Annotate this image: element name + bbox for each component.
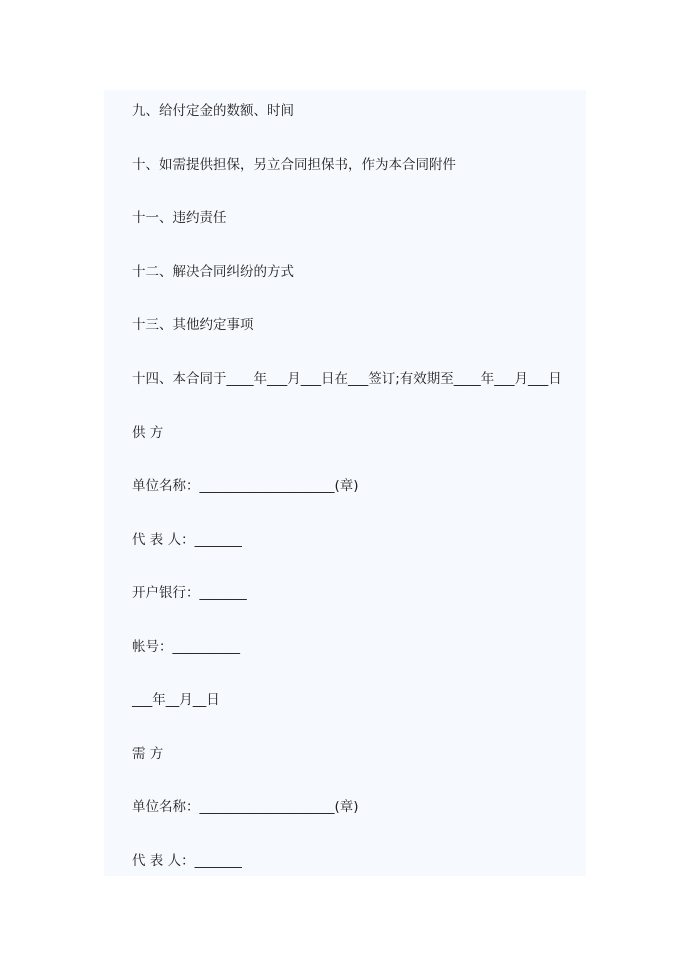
clause-10: 十、如需提供担保，另立合同担保书，作为本合同附件 xyxy=(132,157,456,173)
supplier-date: ___年__月__日 xyxy=(132,692,220,708)
buyer-representative: 代 表 人：_______ xyxy=(132,853,242,869)
clause-9: 九、给付定金的数额、时间 xyxy=(132,103,294,119)
supplier-account: 帐号：__________ xyxy=(132,639,240,655)
buyer-heading: 需 方 xyxy=(132,746,164,762)
clause-12: 十二、解决合同纠纷的方式 xyxy=(132,264,294,280)
supplier-representative: 代 表 人：_______ xyxy=(132,532,242,548)
supplier-heading: 供 方 xyxy=(132,425,164,441)
supplier-unit-name: 单位名称：____________________(章) xyxy=(132,478,359,494)
supplier-bank: 开户银行：_______ xyxy=(132,585,247,601)
buyer-unit-name: 单位名称：____________________(章) xyxy=(132,799,359,815)
clause-14: 十四、本合同于____年___月___日在___签订;有效期至____年___月___日 xyxy=(132,371,562,387)
clause-13: 十三、其他约定事项 xyxy=(132,317,254,333)
clause-11: 十一、违约责任 xyxy=(132,210,227,226)
